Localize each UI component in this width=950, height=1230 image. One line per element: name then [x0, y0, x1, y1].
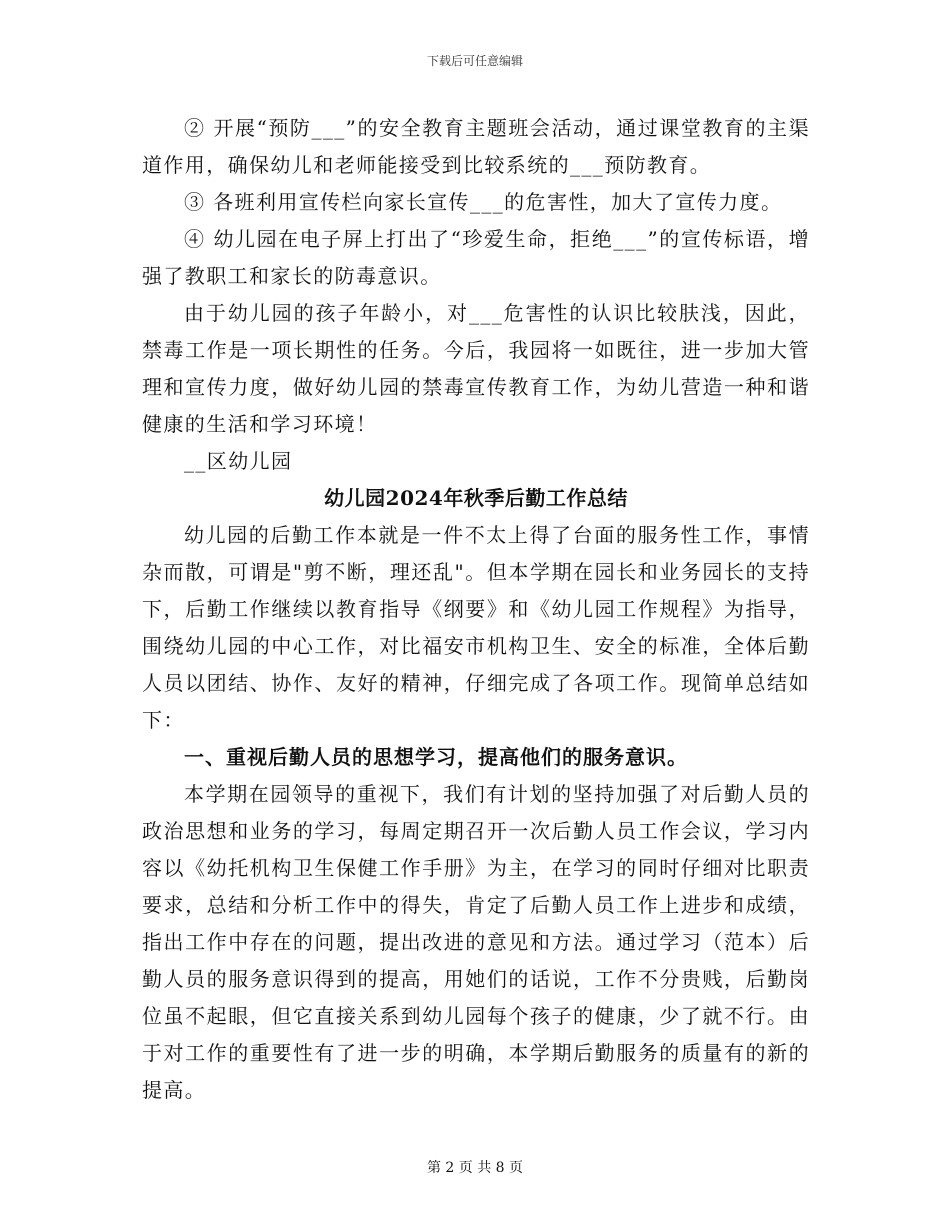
page-number: 第 2 页 共 8 页: [426, 1160, 524, 1176]
page-header: 下载后可任意编辑: [426, 54, 523, 68]
signature-line: __区幼儿园: [184, 449, 293, 473]
section-body-1: 本学期在园领导的重视下，我们有计划的坚持加强了对后勤人员的政治思想和业务的学习，每周定期召开一次后勤人员工作会议，学习内容以《幼托机构卫生保健工作手册》为主，在学习的同时仔细对比职责要求，总结和分析工作中的得失，肯定了后勤人员工作上进步和成绩，指出工作中存在的问题，提出改进的意见和方法。通过学习（范本）后勤人员的服务意识得到的提高，用她们的话说，工作不分贵贱，后勤岗位虽不起眼，但它直接关系到幼儿园每个孩子的健康，少了就不行。由于对工作的重要性有了进一步的明确，本学期后勤服务的质量有的新的提高。: [142, 782, 810, 1102]
document-title: 幼儿园2024年秋季后勤工作总结: [324, 486, 628, 510]
paragraph-conclusion: 由于幼儿园的孩子年龄小，对___危害性的认识比较肤浅，因此，禁毒工作是一项长期性的任务。今后，我园将一如既往，进一步加大管理和宣传力度，做好幼儿园的禁毒宣传教育工作，为幼儿营造一种和谐健康的生活和学习环境！: [142, 301, 810, 436]
paragraph-item-2: ② 开展“预防___”的安全教育主题班会活动，通过课堂教育的主渠道作用，确保幼儿和老师能接受到比较系统的___预防教育。: [142, 116, 810, 177]
paragraph-item-4: ④ 幼儿园在电子屏上打出了“珍爱生命，拒绝___”的宣传标语，增强了教职工和家长的防毒意识。: [142, 227, 810, 288]
document-body: [142, 110, 810, 1109]
paragraph-item-3: ③ 各班利用宣传栏向家长宣传___的危害性，加大了宣传力度。: [184, 190, 783, 214]
intro-paragraph: 幼儿园的后勤工作本就是一件不太上得了台面的服务性工作，事情杂而散，可谓是"剪不断，理还乱"。但本学期在园长和业务园长的支持下，后勤工作继续以教育指导《纲要》和《幼儿园工作规程》为指导，围绕幼儿园的中心工作，对比福安市机构卫生、安全的标准，全体后勤人员以团结、协作、友好的精神，仔细完成了各项工作。现简单总结如下：: [142, 523, 810, 732]
section-heading-1: 一、重视后勤人员的思想学习，提高他们的服务意识。: [184, 745, 688, 769]
